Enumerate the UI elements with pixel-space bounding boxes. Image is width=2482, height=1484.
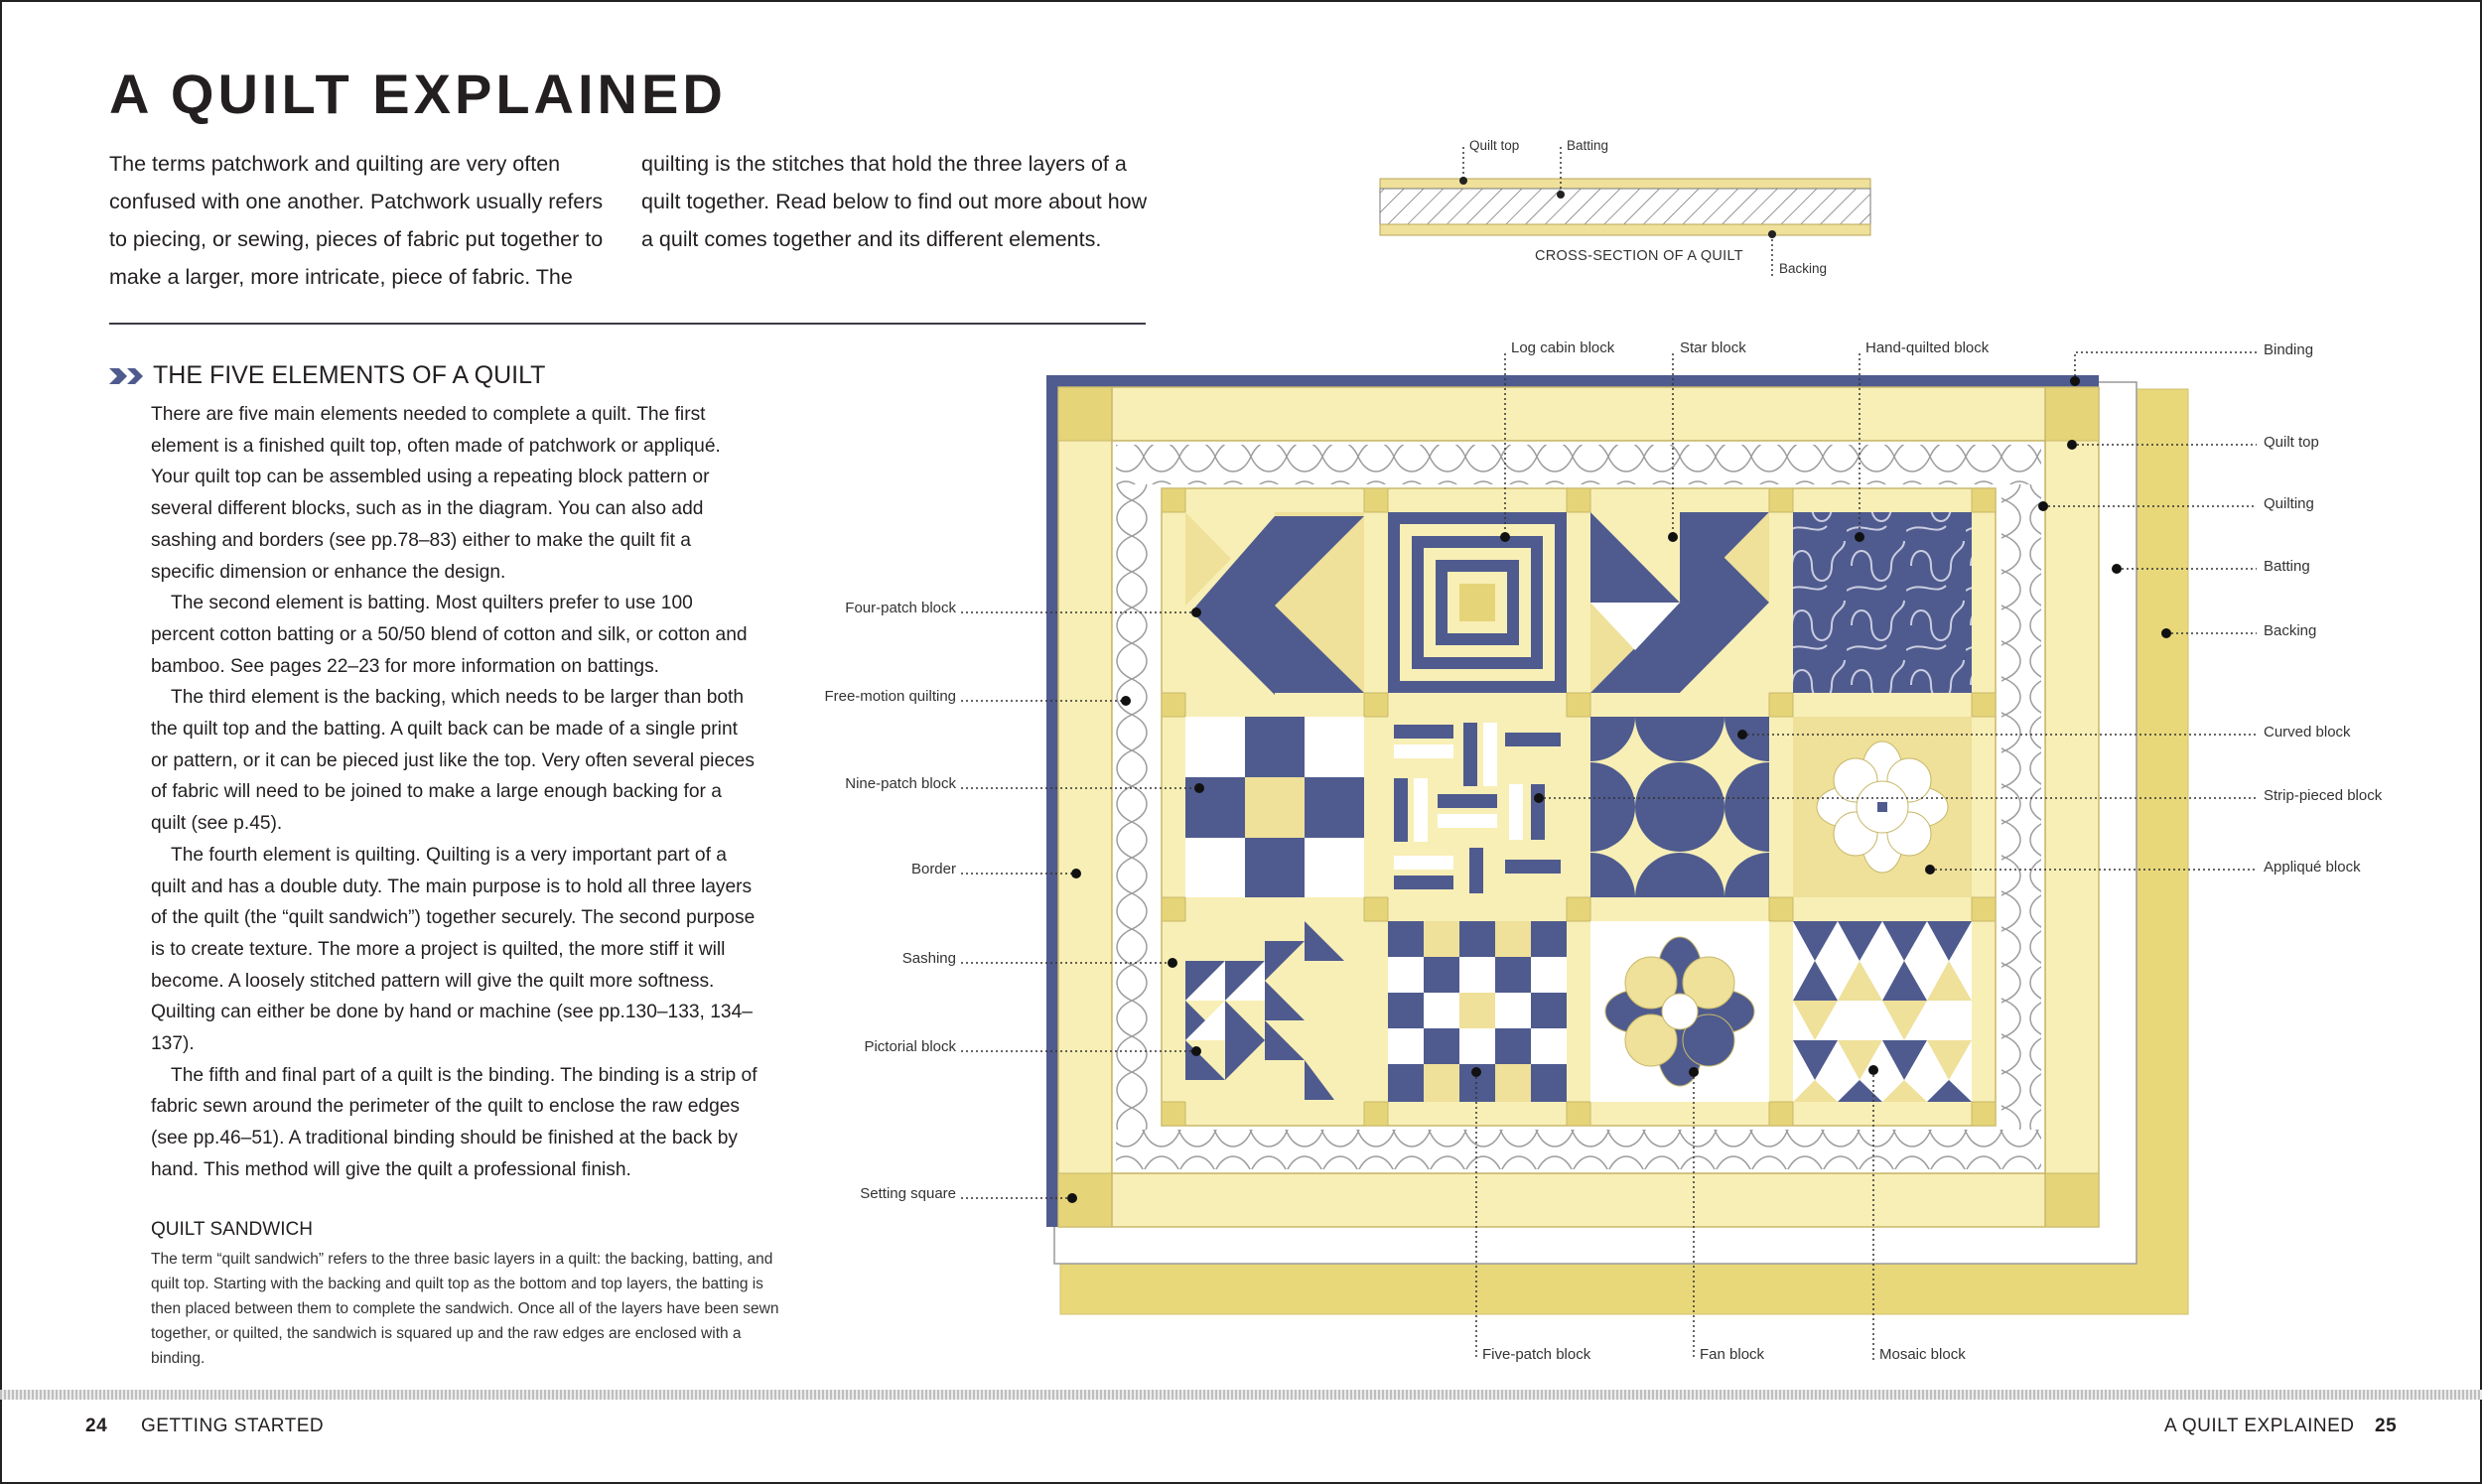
label-sashing: Sashing	[901, 950, 956, 967]
footer-left-section: GETTING STARTED	[141, 1416, 325, 1436]
label-border: Border	[910, 861, 956, 877]
sandwich-title: QUILT SANDWICH	[151, 1219, 313, 1240]
label-binding: Binding	[2264, 341, 2314, 358]
cs-label-backing: Backing	[1779, 261, 1828, 276]
four-patch-block	[1185, 512, 1364, 695]
pictorial-block	[1185, 921, 1364, 1102]
label-fan-block: Fan block	[1700, 1346, 1765, 1363]
paragraph-3: The third element is the backing, which needs to be larger than both the quilt top and the batting. A quilt back can be made of a single print or pattern, or it can be pieced just like the top. Very often several pieces of fabric will need to be joined to make a large enough backing for a quilt (see p.45).	[151, 687, 755, 835]
paragraph-4: The fourth element is quilting. Quilting is a very important part of a quilt and has a double duty. The main purpose is to hold all three layers of the quilt (the “quilt sandwich”) together securely. The second purpose is to create texture. The more a project is quilted, the more stiff it will become. A loosely stitched pattern will give the quilt more softness. Quilting can either be done by hand or machine (see pp.130–133, 134–137).	[151, 844, 756, 1055]
label-setting-square: Setting square	[860, 1185, 956, 1202]
mosaic-block	[1793, 921, 1972, 1102]
label-five-patch-block: Five-patch block	[1482, 1346, 1591, 1363]
curved-block	[1590, 717, 1769, 897]
page-title: A QUILT EXPLAINED	[109, 63, 727, 125]
section-heading-text: THE FIVE ELEMENTS OF A QUILT	[153, 361, 546, 389]
cs-caption: CROSS-SECTION OF A QUILT	[1535, 248, 1743, 264]
footer-right-section: A QUILT EXPLAINED	[2164, 1416, 2355, 1436]
strip-pieced-block	[1388, 717, 1567, 897]
label-log-cabin-block: Log cabin block	[1511, 339, 1615, 356]
nine-patch-block	[1185, 717, 1364, 897]
footer-band	[0, 1390, 2482, 1400]
intro-column-2: quilting is the stitches that hold the three layers of a quilt together. Read below to find out more about how a quilt comes together and its different elements.	[641, 152, 1148, 251]
fan-block	[1590, 921, 1769, 1102]
label-strip-pieced-block: Strip-pieced block	[2264, 787, 2383, 804]
star-block	[1590, 512, 1769, 693]
hand-quilted-block	[1793, 512, 1972, 693]
log-cabin-block	[1388, 512, 1567, 693]
paragraph-5: The fifth and final part of a quilt is the binding. The binding is a strip of fabric sewn around the perimeter of the quilt to enclose the raw edges (see pp.46–51). A traditional binding should be finished at the back by hand. This method will give the quilt a professional finish.	[151, 1064, 758, 1180]
sandwich-text: The term “quilt sandwich” refers to the three basic layers in a quilt: the backing, batting, and quilt top. Starting with the backing and quilt top as the bottom and top layers, the batting is then placed between them to complete the sandwich. Once all of the layers have been sewn together, or quilted, the sandwich is squared up and the raw edges are enclosed with a binding.	[151, 1251, 779, 1367]
label-quilting: Quilting	[2264, 495, 2314, 512]
label-four-patch-block: Four-patch block	[845, 600, 956, 616]
label-pictorial-block: Pictorial block	[864, 1038, 956, 1055]
paragraph-2: The second element is batting. Most quilters prefer to use 100 percent cotton batting or a 50/50 blend of cotton and silk, or cotton and bamboo. See pages 22–23 for more information on battings.	[151, 593, 748, 677]
label-star-block: Star block	[1680, 339, 1746, 356]
label-applique-block: Appliqué block	[2264, 859, 2361, 876]
label-free-motion-quilting: Free-motion quilting	[824, 688, 956, 705]
intro-column-1: The terms patchwork and quilting are very often confused with one another. Patchwork usually refers to piecing, or sewing, pieces of fabric put together to make a larger, more intricate, piece of fabric. The	[109, 152, 604, 289]
cs-label-batting: Batting	[1567, 138, 1609, 153]
label-quilt-top: Quilt top	[2264, 434, 2319, 451]
label-mosaic-block: Mosaic block	[1879, 1346, 1966, 1363]
label-curved-block: Curved block	[2264, 724, 2351, 741]
footer-left-page-number: 24	[85, 1416, 108, 1436]
cs-label-quilt-top: Quilt top	[1469, 138, 1520, 153]
label-batting: Batting	[2264, 558, 2310, 575]
label-hand-quilted-block: Hand-quilted block	[1865, 339, 1990, 356]
label-backing: Backing	[2264, 622, 2317, 639]
label-nine-patch-block: Nine-patch block	[845, 775, 956, 792]
paragraph-1: There are five main elements needed to complete a quilt. The first element is a finished quilt top, often made of patchwork or appliqué. Your quilt top can be assembled using a repeating block pattern or several different blocks, such as in the diagram. You can also add sashing and borders (see pp.78–83) either to make the quilt fit a specific dimension or enhance the design.	[151, 404, 721, 583]
footer-right-page-number: 25	[2375, 1416, 2398, 1436]
